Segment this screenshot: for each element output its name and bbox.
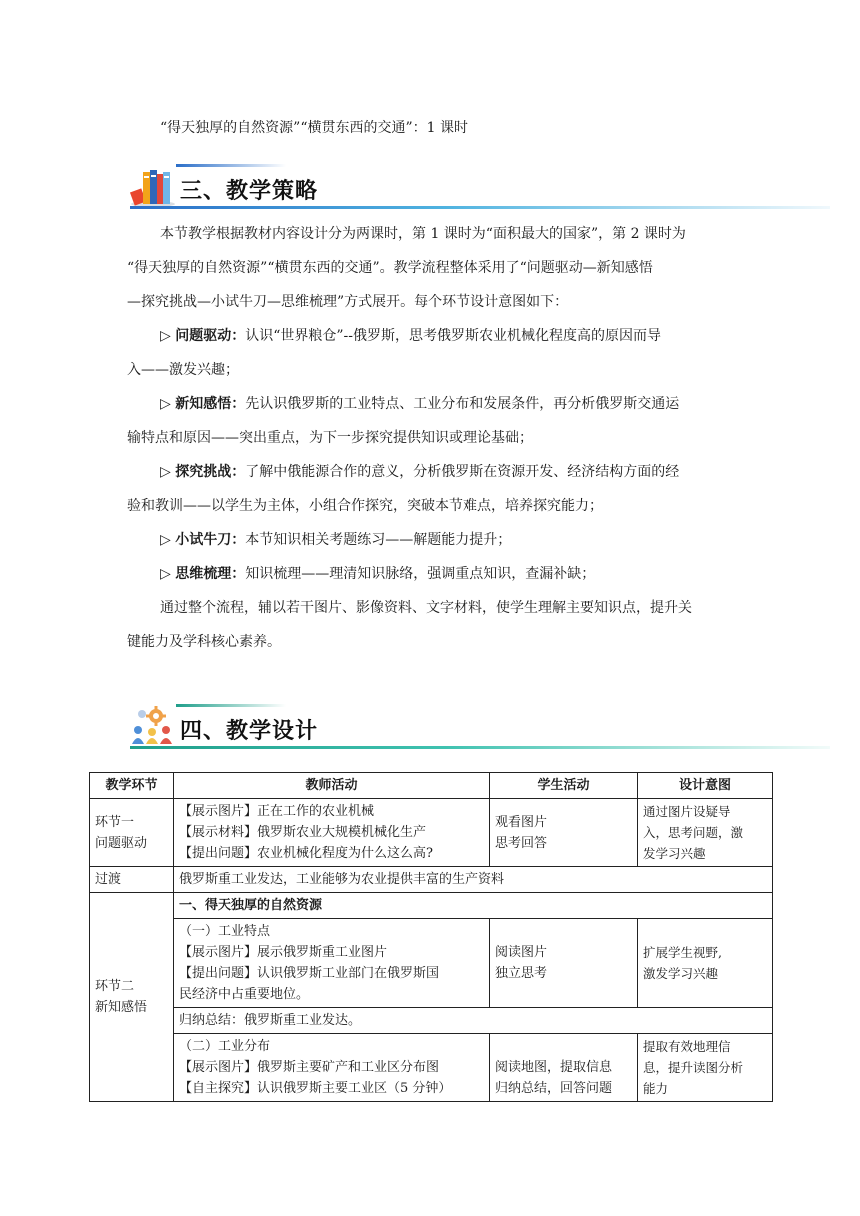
heading-underline (130, 746, 830, 749)
heading-accent-bar (176, 164, 286, 167)
subsection-title-cell: 一、得天独厚的自然资源 (174, 893, 773, 919)
teacher-line: 民经济中占重要地位。 (179, 987, 310, 1002)
strategy-item-1-cont: 入——激发兴趣； (127, 362, 239, 378)
teacher-line: 【自主探究】认识俄罗斯主要工业区（5 分钟） (179, 1081, 452, 1096)
people-gear-icon (130, 706, 176, 748)
stage-line: 新知感悟 (95, 1000, 148, 1015)
intent-line: 提取有效地理信 (643, 1039, 731, 1054)
table-header-row (90, 773, 773, 799)
item-label: 问题驱动： (175, 328, 246, 344)
teacher-line: 【提出问题】认识俄罗斯工业部门在俄罗斯国 (179, 966, 440, 981)
student-line: 阅读图片 (495, 945, 548, 960)
item-text: 了解中俄能源合作的意义，分析俄罗斯在资源开发、经济结构方面的经 (245, 464, 680, 480)
intent-line: 入，思考问题，激 (643, 825, 744, 840)
item-label: 探究挑战： (175, 464, 246, 480)
intent-line: 能力 (643, 1081, 669, 1096)
student-line: 思考回答 (495, 835, 548, 851)
intent-line: 通过图片设疑导 (643, 804, 731, 819)
item-text: 认识“世界粮仓”--俄罗斯，思考俄罗斯农业机械化程度高的原因而导 (245, 328, 662, 344)
stage-cell: 过渡 (90, 867, 174, 893)
student-activity-cell (490, 919, 638, 1008)
table-row-transition (90, 867, 773, 893)
design-intent-cell (638, 799, 773, 867)
teacher-line: 【展示材料】俄罗斯农业大规模机械化生产 (179, 825, 427, 840)
design-intent-cell (638, 919, 773, 1008)
table-row (90, 919, 773, 1008)
column-header: 设计意图 (638, 773, 773, 799)
triangle-bullet-icon: ▷ (160, 566, 171, 582)
student-line: 归纳总结，回答问题 (495, 1081, 613, 1096)
strategy-item-4 (160, 530, 770, 550)
column-header: 教师活动 (174, 773, 490, 799)
summary-cell: 归纳总结：俄罗斯重工业发达。 (174, 1008, 773, 1034)
stage-cell (90, 799, 174, 867)
teacher-line: 【提出问题】农业机械化程度为什么这么高? (179, 846, 433, 861)
item-label: 思维梳理： (175, 566, 246, 582)
item-text: 先认识俄罗斯的工业特点、工业分布和发展条件，再分析俄罗斯交通运 (245, 396, 680, 412)
student-activity-cell (490, 799, 638, 867)
section-title: 三、教学策略 (180, 179, 319, 204)
intro-line-1: 本节教学根据教材内容设计分为两课时，第 1 课时为“面积最大的国家”，第 2 课时为 (160, 226, 686, 242)
closing-line-1: 通过整个流程，辅以若干图片、影像资料、文字材料，使学生理解主要知识点，提升关 (160, 600, 692, 616)
teaching-design-table (89, 772, 773, 1102)
teacher-line: （一）工业特点 (179, 924, 271, 939)
teacher-activity-cell (174, 919, 490, 1008)
strategy-item-1 (160, 326, 770, 346)
triangle-bullet-icon: ▷ (160, 396, 171, 412)
student-line: 独立思考 (495, 966, 548, 981)
student-line (495, 1036, 632, 1057)
student-line: 阅读地图，提取信息 (495, 1060, 613, 1075)
table-row (90, 893, 773, 919)
triangle-bullet-icon: ▷ (160, 328, 171, 344)
section-title: 四、教学设计 (180, 719, 319, 744)
intro-line-2: “得天独厚的自然资源”“横贯东西的交通”。教学流程整体采用了“问题驱动—新知感悟 (127, 260, 653, 276)
teacher-line: 【展示图片】展示俄罗斯重工业图片 (179, 945, 388, 960)
table-row (90, 799, 773, 867)
stage-line: 问题驱动 (95, 835, 148, 851)
teacher-line: 【展示图片】正在工作的农业机械 (179, 804, 375, 819)
item-label: 新知感悟： (175, 396, 246, 412)
closing-line-2: 键能力及学科核心素养。 (127, 634, 281, 650)
intent-line: 激发学习兴趣 (643, 966, 719, 981)
books-icon (130, 166, 176, 208)
section-heading-design (130, 706, 830, 756)
strategy-item-3-cont: 验和教训——以学生为主体，小组合作探究，突破本节难点，培养探究能力； (127, 498, 603, 514)
teacher-line: 【展示图片】俄罗斯主要矿产和工业区分布图 (179, 1060, 440, 1075)
teacher-activity-cell (174, 799, 490, 867)
item-text: 本节知识相关考题练习——解题能力提升； (245, 532, 512, 548)
strategy-item-2 (160, 394, 770, 414)
column-header: 教学环节 (90, 773, 174, 799)
stage-line: 环节二 (95, 979, 135, 994)
triangle-bullet-icon: ▷ (160, 464, 171, 480)
column-header: 学生活动 (490, 773, 638, 799)
strategy-item-2-cont: 输特点和原因——突出重点，为下一步探究提供知识或理论基础； (127, 430, 533, 446)
strategy-item-5 (160, 564, 770, 584)
section-heading-strategy (130, 166, 830, 216)
design-intent-cell (638, 1034, 773, 1102)
student-line: 观看图片 (495, 814, 548, 830)
heading-accent-bar (176, 704, 286, 707)
teacher-activity-cell (174, 1034, 490, 1102)
transition-text-cell: 俄罗斯重工业发达，工业能够为农业提供丰富的生产资料 (174, 867, 773, 893)
stage-line: 环节一 (95, 814, 135, 830)
intro-line-3: —探究挑战—小试牛刀—思维梳理”方式展开。每个环节设计意图如下： (127, 294, 569, 310)
intent-line: 发学习兴趣 (643, 846, 706, 861)
strategy-item-3 (160, 462, 770, 482)
item-label: 小试牛刀： (175, 532, 246, 548)
top-line: “得天独厚的自然资源”“横贯东西的交通”：1 课时 (160, 120, 468, 136)
triangle-bullet-icon: ▷ (160, 532, 171, 548)
table-row-summary (90, 1008, 773, 1034)
intent-line: 息，提升读图分析 (643, 1060, 744, 1075)
heading-underline (130, 206, 830, 209)
student-activity-cell (490, 1034, 638, 1102)
table-row (90, 1034, 773, 1102)
item-text: 知识梳理——理清知识脉络，强调重点知识，查漏补缺； (245, 566, 596, 582)
stage-cell (90, 893, 174, 1102)
teacher-line: （二）工业分布 (179, 1039, 271, 1054)
intent-line: 扩展学生视野, (643, 945, 722, 960)
